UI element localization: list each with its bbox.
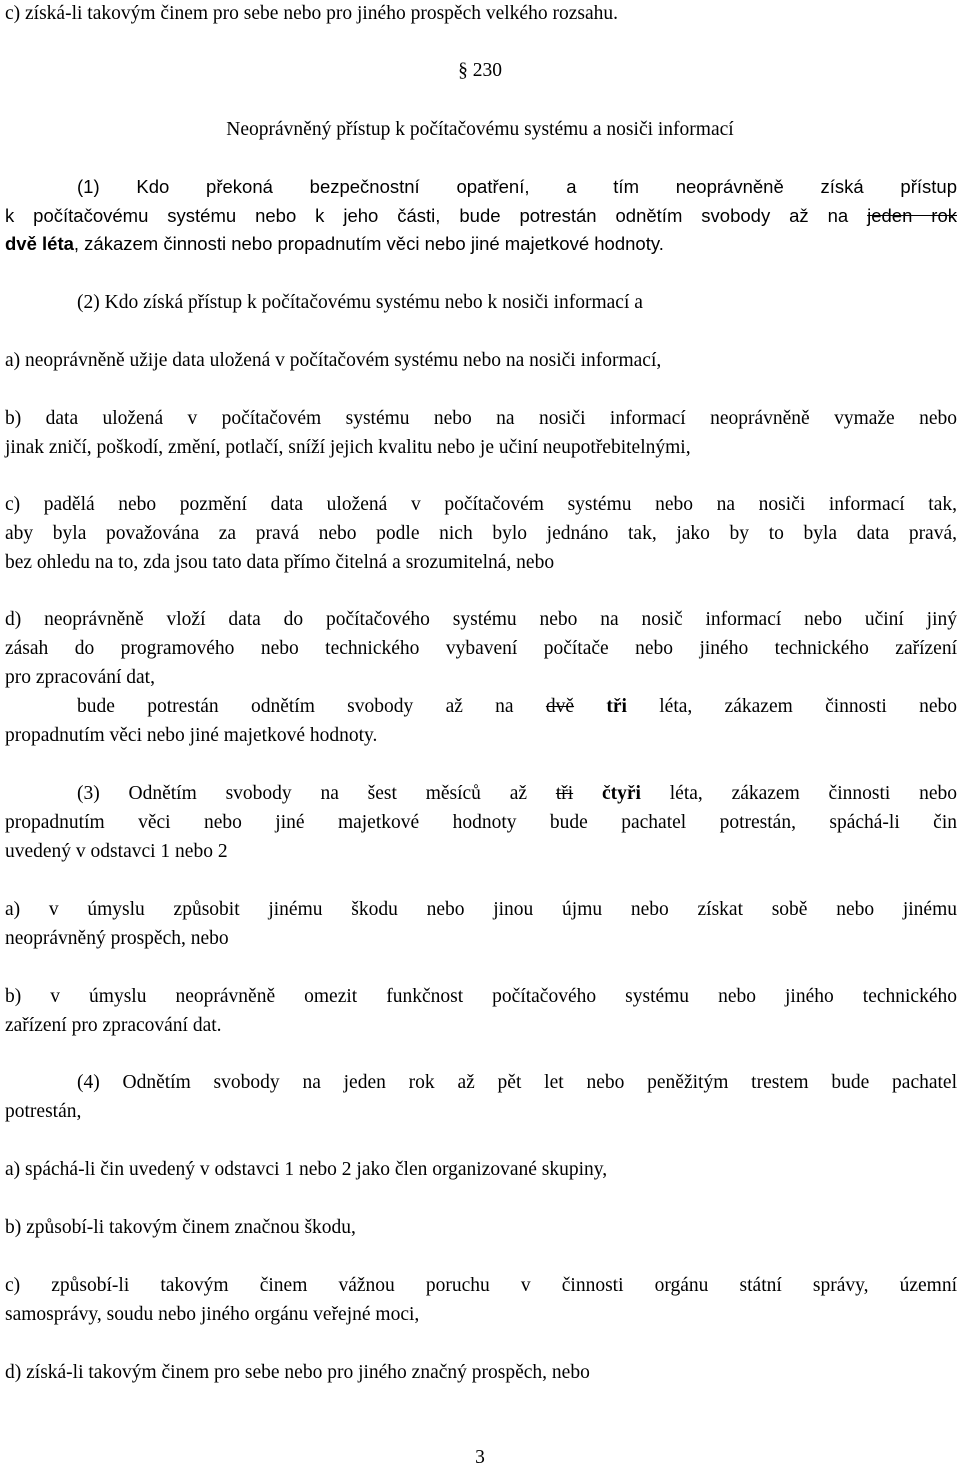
page-number: 3 [475, 1447, 485, 1468]
par1-line1: (1) Kdo překoná bezpečnostní opatření, a tím neoprávněně získá přístup [77, 176, 957, 197]
par1-line2-text: k počítačovému systému nebo k jeho části, bude potrestán odnětím svobody až na [5, 205, 849, 226]
par2-intro: (2) Kdo získá přístup k počítačovému systému nebo k nosiči informací a [77, 292, 643, 313]
par2-item-d-line3: pro zpracování dat, [5, 667, 155, 688]
par2-item-c-line2: aby byla považována za pravá nebo podle nich bylo jednáno tak, jako by to byla data pravá, [5, 523, 957, 544]
par4-line2: potrestán, [5, 1101, 82, 1122]
par2-item-a: a) neoprávněně užije data uložená v počítačovém systému nebo na nosiči informací, [5, 350, 662, 371]
par1-line3 [5, 230, 957, 258]
par4-item-b: b) způsobí-li takovým činem značnou škodu, [5, 1217, 356, 1238]
par2-item-b-line1: b) data uložená v počítačovém systému nebo na nosiči informací neoprávněně vymaže nebo [5, 408, 957, 429]
par4-item-c-line2: samosprávy, soudu nebo jiného orgánu veřejné moci, [5, 1304, 420, 1325]
section-title: Neoprávněný přístup k počítačovému systému a nosiči informací [226, 119, 734, 140]
par3-deleted-text: tři [555, 783, 574, 804]
section-number: § 230 [458, 60, 502, 81]
par2-item-d-line2: zásah do programového nebo technického vybavení počítače nebo jiného technického zařízení [5, 638, 957, 659]
par3-inserted-text: čtyři [601, 783, 641, 804]
par2-inserted-text: tři [606, 696, 627, 717]
par2-penalty-line1 [5, 693, 957, 721]
par1-line3-text: , zákazem činnosti nebo propadnutím věci nebo jiné majetkové hodnoty. [73, 233, 664, 254]
par2-penalty-line2: propadnutím věci nebo jiné majetkové hodnoty. [5, 725, 378, 746]
top-line: c) získá-li takovým činem pro sebe nebo pro jiného prospěch velkého rozsahu. [5, 3, 618, 24]
par4-item-a: a) spáchá-li čin uvedený v odstavci 1 nebo 2 jako člen organizované skupiny, [5, 1159, 608, 1180]
par3-line1 [5, 780, 957, 808]
par3-line1-text: (3) Odnětím svobody na šest měsíců až [77, 783, 528, 804]
par1-inserted-text: dvě léta [5, 233, 74, 254]
par3-item-b-line2: zařízení pro zpracování dat. [5, 1015, 222, 1036]
par3-line1-text-end: léta, zákazem činnosti nebo [669, 783, 957, 804]
par2-item-c-line3: bez ohledu na to, zda jsou tato data přímo čitelná a srozumitelná, nebo [5, 552, 555, 573]
par1-deleted-text: jeden rok [867, 205, 958, 226]
par2-penalty-text-end: léta, zákazem činnosti nebo [659, 696, 958, 717]
par3-item-a-line2: neoprávněný prospěch, nebo [5, 928, 229, 949]
par3-item-a-line1: a) v úmyslu způsobit jinému škodu nebo jinou újmu nebo získat sobě nebo jinému [5, 899, 957, 920]
par4-item-c-line1: c) způsobí-li takovým činem vážnou poruchu v činnosti orgánu státní správy, územní [5, 1275, 957, 1296]
par4-line1: (4) Odnětím svobody na jeden rok až pět let nebo peněžitým trestem bude pachatel [77, 1072, 957, 1093]
par2-item-c-line1: c) padělá nebo pozmění data uložená v počítačovém systému nebo na nosiči informací tak, [5, 494, 957, 515]
par2-item-d-line1: d) neoprávněně vloží data do počítačového systému nebo na nosič informací nebo učiní jiný [5, 609, 957, 630]
par2-deleted-text: dvě [545, 696, 575, 717]
par3-line3: uvedený v odstavci 1 nebo 2 [5, 841, 228, 862]
par4-item-d: d) získá-li takovým činem pro sebe nebo pro jiného značný prospěch, nebo [5, 1362, 590, 1383]
par3-item-b-line1: b) v úmyslu neoprávněně omezit funkčnost počítačového systému nebo jiného technického [5, 986, 957, 1007]
par3-line2: propadnutím věci nebo jiné majetkové hodnoty bude pachatel potrestán, spáchá-li čin [5, 812, 957, 833]
par1-line2 [5, 202, 957, 230]
par2-item-b-line2: jinak zničí, poškodí, změní, potlačí, sníží jejich kvalitu nebo je učiní neupotřebitelnými, [5, 437, 691, 458]
par2-penalty-text: bude potrestán odnětím svobody až na [77, 696, 514, 717]
